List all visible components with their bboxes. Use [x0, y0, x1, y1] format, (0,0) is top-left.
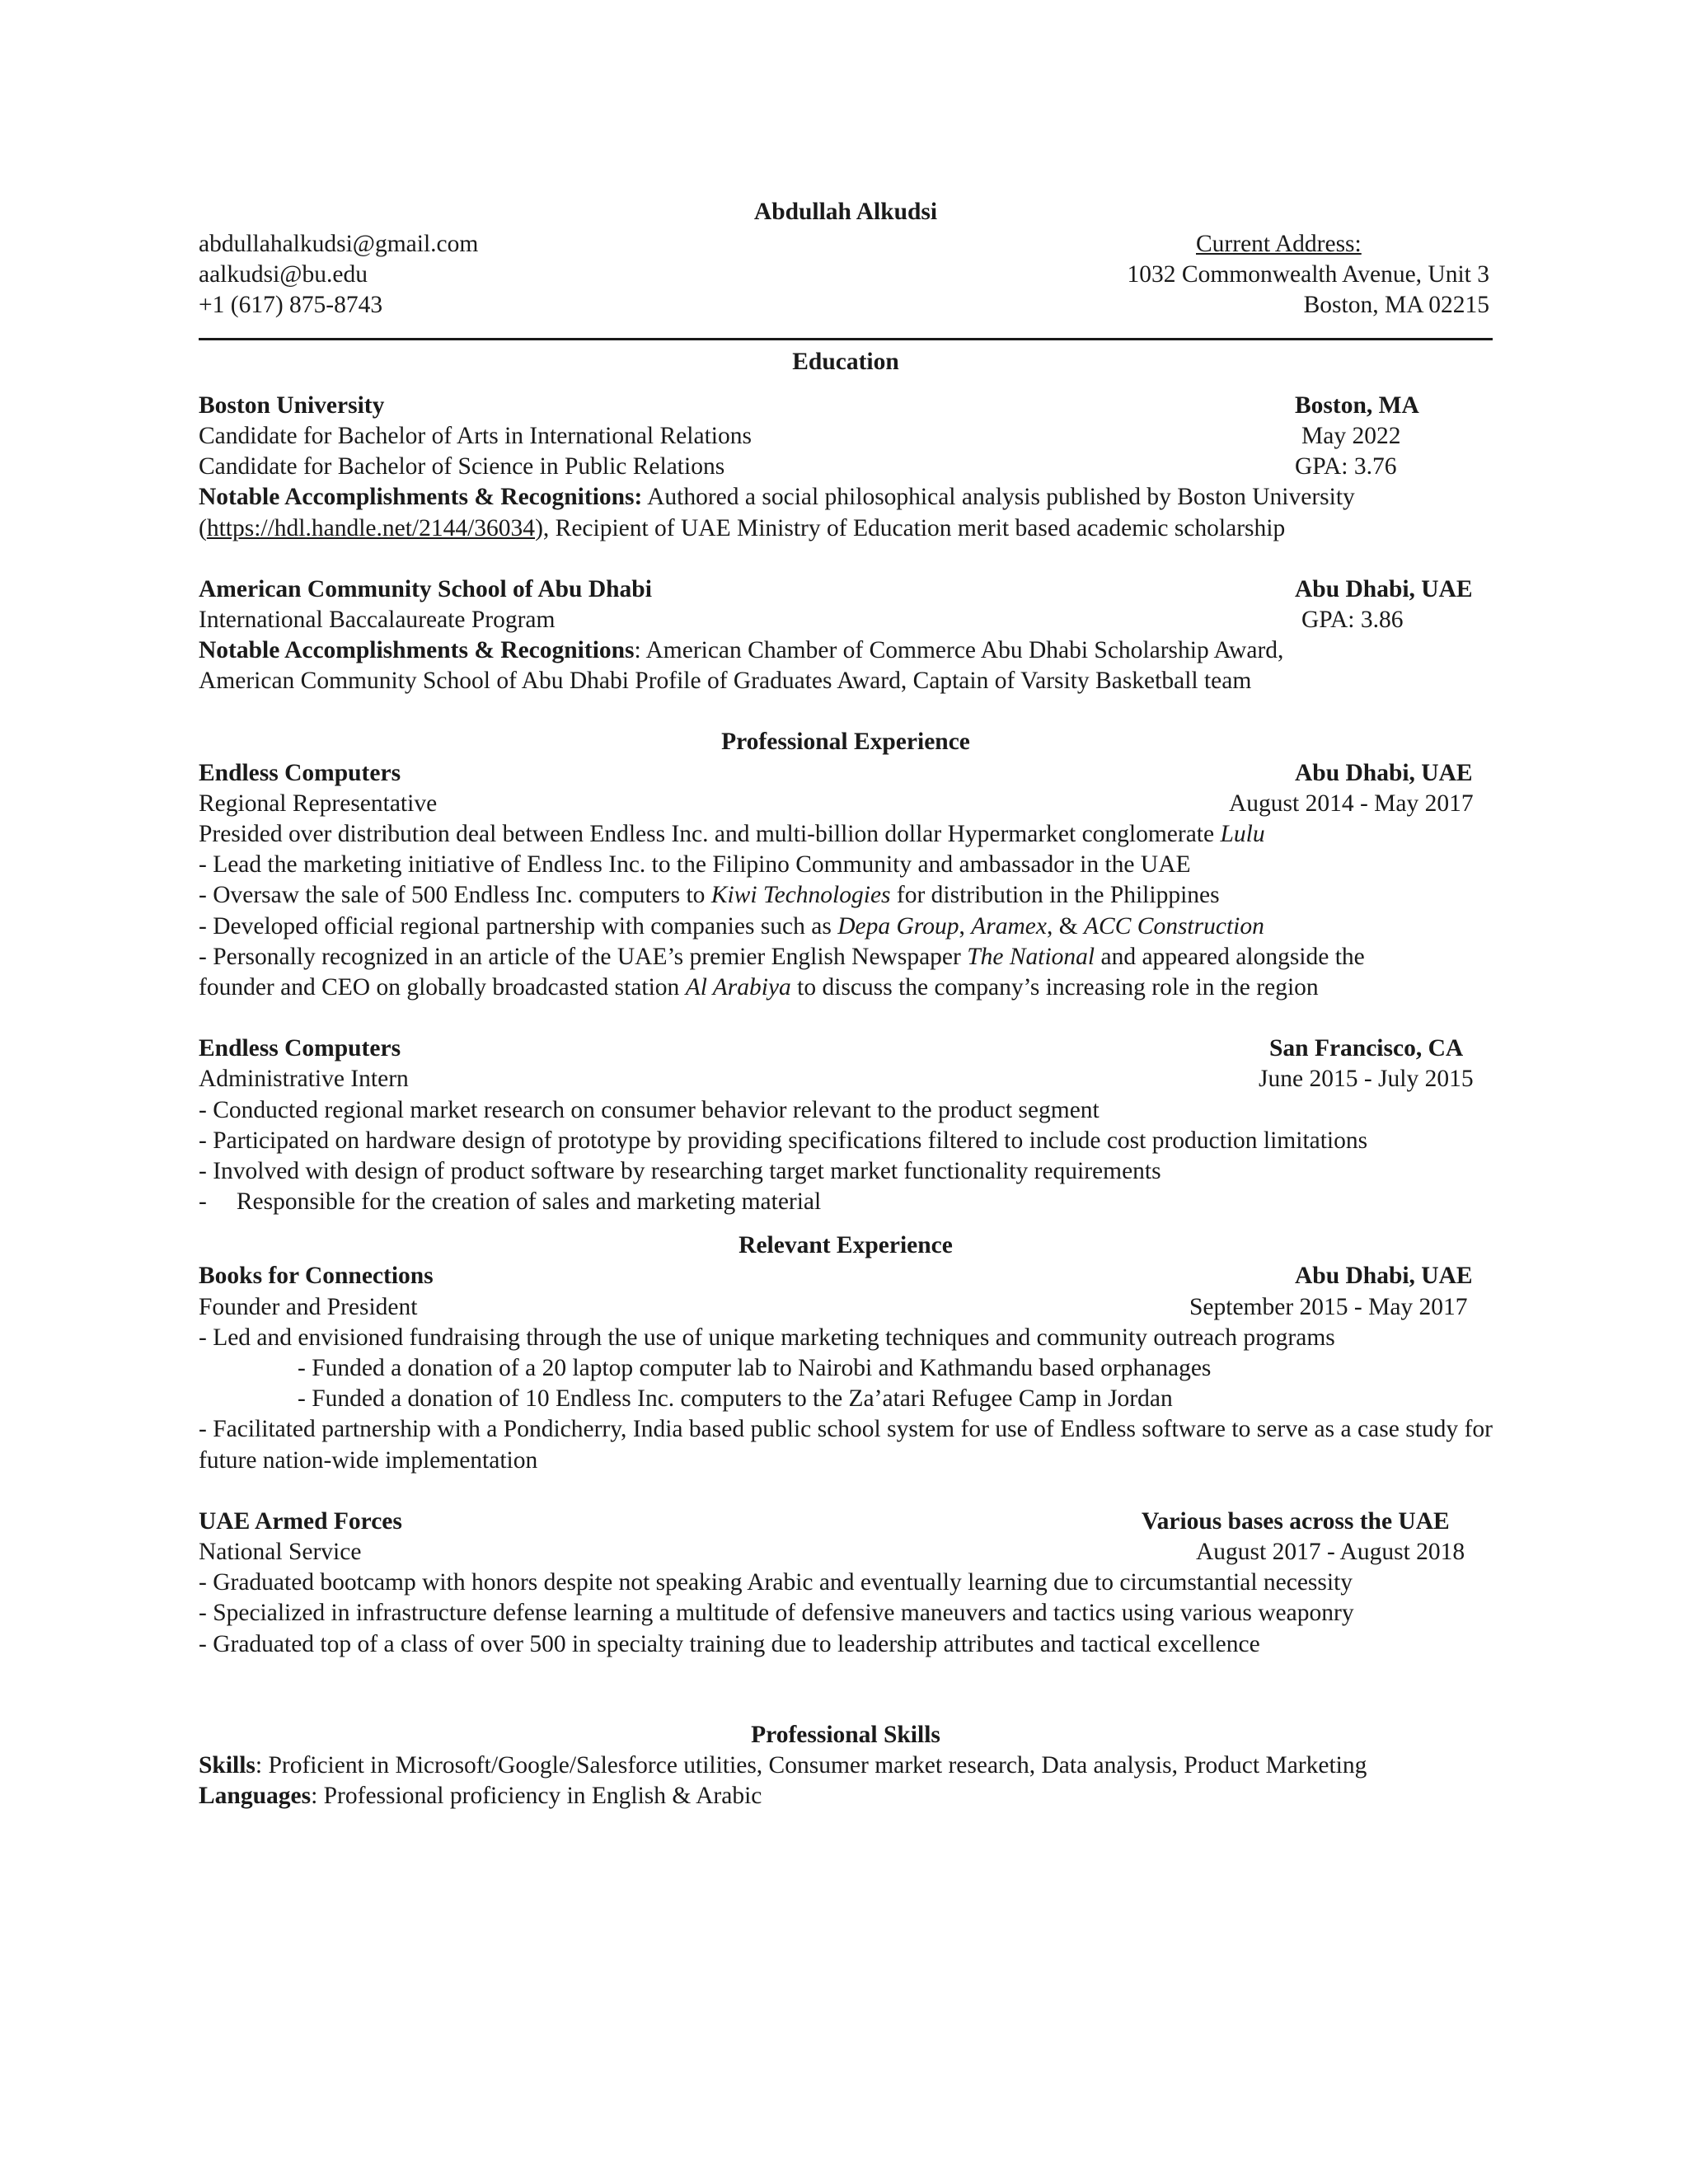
bullet-text: for distribution in the Philippines: [890, 882, 1220, 909]
accomplishments-text: ), Recipient of UAE Ministry of Education merit based academic scholarship: [535, 514, 1286, 541]
bullet-text: - Developed official regional partnership with companies such as: [199, 912, 838, 940]
bullet-emphasis: ACC Construction: [1084, 912, 1264, 940]
skills-text: : Proficient in Microsoft/Google/Salesforce utilities, Consumer market research, Data analysis, Product Marketing: [255, 1751, 1367, 1779]
bullet-text: founder and CEO on globally broadcasted station: [199, 973, 686, 1001]
resume-page: [199, 194, 1493, 1811]
job1-bullet-4: [199, 912, 1493, 942]
accomplishments-text: American Community School of Abu Dhabi Profile of Graduates Award, Captain of Varsity Basketball team: [199, 668, 1252, 695]
bullet-emphasis: Lulu: [1220, 821, 1265, 847]
organization-name: Books for Connections: [199, 1263, 434, 1290]
phone-number: +1 (617) 875-8743: [199, 292, 383, 319]
address-street: 1032 Commonwealth Avenue, Unit 3: [1127, 261, 1489, 288]
edu-acs-header: [199, 574, 1493, 605]
bullet-emphasis: The National: [967, 943, 1095, 970]
edu-bu-header: [199, 391, 1493, 421]
bullet-text: and appeared alongside the: [1095, 943, 1365, 970]
job-title: Administrative Intern: [199, 1066, 409, 1093]
school-location: Abu Dhabi, UAE: [1295, 575, 1473, 602]
publication-link[interactable]: https://hdl.handle.net/2144/36034: [206, 514, 536, 541]
job2-header: [199, 1033, 1493, 1064]
accomplishments-label: Notable Accomplishments & Recognitions: [199, 637, 635, 664]
languages-label: Languages: [199, 1783, 312, 1810]
bullet-text: - Personally recognized in an article of the UAE’s premier English Newspaper: [199, 943, 968, 970]
rel1-subbullet-1: - Funded a donation of a 20 laptop computer lab to Nairobi and Kathmandu based orphanages: [298, 1355, 1212, 1381]
header-divider: [199, 338, 1493, 340]
job1-role: [199, 789, 1493, 819]
rel1-header: [199, 1261, 1493, 1291]
languages-line: [199, 1781, 1493, 1811]
skills-label: Skills: [199, 1751, 256, 1779]
accomplishments-text: Authored a social philosophical analysis published by Boston University: [642, 484, 1355, 511]
job2-bullet-1: - Conducted regional market research on consumer behavior relevant to the product segment: [199, 1096, 1100, 1123]
degree-text: Candidate for Bachelor of Arts in International Relations: [199, 422, 752, 449]
rel1-bullet-1: - Led and envisioned fundraising through the use of unique marketing techniques and community outreach programs: [199, 1324, 1335, 1351]
email-secondary[interactable]: aalkudsi@bu.edu: [199, 261, 368, 288]
skills-line: [199, 1750, 1493, 1781]
rel2-bullet-3: - Graduated top of a class of over 500 in specialty training due to leadership attributes and tactical excellence: [199, 1630, 1260, 1657]
paren-open: (: [199, 514, 207, 541]
school-location: Boston, MA: [1295, 391, 1419, 419]
gpa: GPA: 3.86: [1301, 606, 1404, 633]
edu-bu-accomplishments-cont: [199, 513, 1493, 544]
job-dates: June 2015 - July 2015: [1259, 1066, 1474, 1093]
rel1-subbullet-2: - Funded a donation of 10 Endless Inc. computers to the Za’atari Refugee Camp in Jordan: [298, 1385, 1173, 1413]
bullet-text: ,: [959, 912, 972, 940]
job1-bullet-3: [199, 880, 1493, 911]
accomplishments-label: Notable Accomplishments & Recognitions:: [199, 484, 643, 511]
section-title-relevant: Relevant Experience: [738, 1232, 953, 1259]
job-title: Founder and President: [199, 1293, 418, 1320]
job1-header: [199, 758, 1493, 789]
edu-bu-degree2: [199, 452, 1493, 482]
edu-acs-accomplishments-cont: [199, 666, 1493, 696]
job-title: Regional Representative: [199, 790, 438, 817]
school-name: American Community School of Abu Dhabi: [199, 575, 652, 602]
job-location: Abu Dhabi, UAE: [1295, 759, 1473, 786]
rel2-bullet-2: - Specialized in infrastructure defense learning a multitude of defensive maneuvers and tactics using various weaponry: [199, 1600, 1354, 1627]
edu-bu-accomplishments: [199, 482, 1493, 513]
job1-bullet-1: [199, 819, 1493, 850]
bullet-text: to discuss the company’s increasing role in the region: [790, 973, 1319, 1001]
job-title: National Service: [199, 1538, 362, 1565]
company-name: Endless Computers: [199, 759, 401, 786]
edu-acs-program: [199, 605, 1493, 635]
job2-bullet-2: - Participated on hardware design of prototype by providing specifications filtered to include cost production limitations: [199, 1127, 1368, 1154]
rel1-bullet-2: - Facilitated partnership with a Pondicherry, India based public school system for use of Endless software to serve as a case study for future nation-wide implementation: [199, 1416, 1493, 1474]
program-text: International Baccalaureate Program: [199, 606, 556, 633]
bullet-text: Responsible for the creation of sales and marketing material: [236, 1188, 822, 1216]
section-title-skills: Professional Skills: [751, 1721, 940, 1748]
bullet-dash: -: [199, 1188, 207, 1216]
accomplishments-text: : American Chamber of Commerce Abu Dhabi Scholarship Award,: [634, 637, 1284, 664]
degree-text: Candidate for Bachelor of Science in Public Relations: [199, 453, 725, 480]
job2-bullet-4: [199, 1187, 1493, 1217]
bullet-emphasis: Depa Group: [837, 912, 959, 940]
organization-name: UAE Armed Forces: [199, 1507, 402, 1535]
job2-role: [199, 1064, 1493, 1094]
job-location: Various bases across the UAE: [1142, 1507, 1450, 1535]
bullet-text: Presided over distribution deal between Endless Inc. and multi-billion dollar Hypermarket conglomerate: [199, 821, 1221, 847]
rel2-bullet-1: - Graduated bootcamp with honors despite not speaking Arabic and eventually learning due to circumstantial necessity: [199, 1569, 1353, 1596]
section-title-education: Education: [792, 348, 899, 375]
job2-bullet-3: - Involved with design of product software by researching target market functionality requirements: [199, 1157, 1161, 1184]
job1-bullet-2: - Lead the marketing initiative of Endless Inc. to the Filipino Community and ambassador in the UAE: [199, 851, 1191, 879]
address-label: Current Address:: [1196, 231, 1362, 257]
rel2-role: [199, 1537, 1493, 1568]
bullet-text: , &: [1046, 912, 1085, 940]
section-title-professional: Professional Experience: [721, 729, 970, 756]
graduation-date: May 2022: [1301, 422, 1401, 449]
header-line-2: [199, 260, 1493, 290]
school-name: Boston University: [199, 391, 385, 419]
header-line-1: [199, 229, 1493, 260]
job-location: San Francisco, CA: [1269, 1035, 1464, 1062]
address-city: Boston, MA 02215: [1303, 292, 1489, 319]
bullet-emphasis: Al Arabiya: [685, 973, 791, 1001]
bullet-emphasis: Aramex: [971, 912, 1047, 940]
bullet-text: - Oversaw the sale of 500 Endless Inc. computers to: [199, 882, 711, 909]
bullet-emphasis: Kiwi Technologies: [710, 882, 891, 909]
job-dates: August 2014 - May 2017: [1229, 790, 1474, 817]
candidate-name: Abdullah Alkudsi: [753, 199, 938, 225]
gpa: GPA: 3.76: [1295, 453, 1397, 480]
languages-text: : Professional proficiency in English & Arabic: [311, 1783, 762, 1810]
job-dates: September 2015 - May 2017: [1189, 1293, 1468, 1320]
company-name: Endless Computers: [199, 1035, 401, 1062]
header-line-3: [199, 290, 1493, 321]
rel1-role: [199, 1292, 1493, 1323]
edu-acs-accomplishments: [199, 635, 1493, 666]
job-dates: August 2017 - August 2018: [1196, 1538, 1465, 1565]
rel2-header: [199, 1507, 1493, 1537]
job1-bullet-5-cont: [199, 972, 1493, 1003]
job-location: Abu Dhabi, UAE: [1295, 1263, 1473, 1290]
email-primary[interactable]: abdullahalkudsi@gmail.com: [199, 231, 479, 257]
edu-bu-degree1: [199, 421, 1493, 452]
job1-bullet-5: [199, 942, 1493, 972]
